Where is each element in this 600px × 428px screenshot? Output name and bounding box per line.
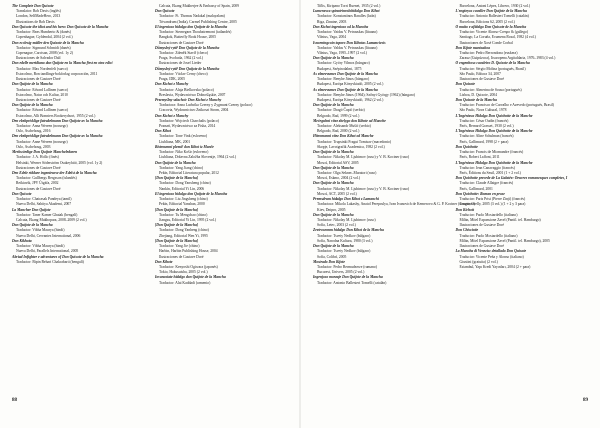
entry-title: Don Quijote de la Mancha bbox=[313, 165, 354, 170]
entry-detail: Traductor: Beas Humberto & (danés) bbox=[16, 30, 71, 35]
left-column-2 bbox=[155, 4, 292, 396]
entry-detail: Traductor: Sigmund Schmidt (danés) bbox=[16, 45, 71, 50]
left-column-1 bbox=[12, 4, 149, 396]
entry-detail: Ilustraciones de Salvador Dalí bbox=[16, 56, 61, 61]
entry-detail: Traductor: Antonio Ballesteri Tomelli (catalán) bbox=[317, 280, 387, 285]
entry-detail: Helsinki, Werner Söderström Osakeyhtiö, 2005 (vol. 1y 2) bbox=[16, 160, 103, 165]
entry-detail: São Paulo, Editora 34, 2007 bbox=[459, 71, 501, 76]
entry-detail: París, Gallimard, 2001 bbox=[459, 186, 493, 191]
entry-title: Don Quijote de la Mancha bbox=[12, 82, 53, 87]
entry-detail: París, Bernard Grasset, 1930 (2 vol.) bbox=[459, 124, 514, 129]
entry-title: Don Quijote de la Mancha bbox=[313, 56, 354, 61]
entry-detail: Budapest, Európa Könyvkiadó, 1962 (2 vol.) bbox=[317, 97, 384, 102]
entry-detail: Traductor: Valdas V. Petrauskas (lituano) bbox=[317, 45, 378, 50]
entry-detail: Oslo, Aschehoug, 2003 bbox=[16, 144, 51, 149]
entry-detail: Traductor: Vaidas V. Petrauskas (lituano) bbox=[317, 30, 378, 35]
entry-detail: Praga, Svoboda, 1962 (2 vol.) bbox=[159, 56, 204, 61]
entry-detail: Pekín, Editorial Yanshan, 2000 bbox=[159, 202, 205, 207]
entry-detail: Ilustraciones de Gustave Doré bbox=[459, 77, 505, 82]
entry-detail: Traductor: Alaja Bielkovska (polaco) bbox=[159, 87, 214, 92]
entry-title: Den Edele riddare ingenieurse der Edelst de la Mancha bbox=[12, 171, 97, 175]
entry-detail: Traductor: Kenyoshi Ogiwara (japonés) bbox=[159, 264, 218, 269]
entry-detail: Traductor: Francisco de Carvalho e Azevedo (portugués, Brasil) bbox=[459, 103, 554, 108]
left-page-number: 88 bbox=[12, 398, 17, 403]
entry-detail: Barcelona, Antoni Lépez, Librero, 1930 (2 vol.) bbox=[459, 4, 531, 8]
entry-title: [Don Quijote de la Mancha] bbox=[155, 176, 199, 181]
entry-title: Don Quichotte bbox=[455, 144, 478, 149]
entry-detail: São Paulo, Nova Cultural, 1978 bbox=[459, 108, 507, 113]
entry-title: Don Kichott bbox=[455, 207, 475, 212]
entry-title: [Don Quijote de la Mancha] bbox=[155, 238, 199, 243]
right-page-number: 89 bbox=[583, 398, 588, 403]
entry-detail: Sofía, Letec, 2003 (2 vol.) bbox=[317, 223, 356, 228]
entry-detail: Nueva Delhi, Sahitya Akademi, 2007 bbox=[16, 202, 72, 207]
entry-detail: Breslavia, Wydawnictwo Dolnośląskie, 2007 bbox=[159, 92, 226, 97]
entry-detail: Lisboa, D. Quixote, 2004 bbox=[459, 92, 497, 97]
entry-detail: París, Éditions du Seuil, 2001 (1 + 2 vol.) bbox=[459, 171, 521, 175]
entry-detail: Liubliana, MK, 2001 bbox=[159, 139, 191, 144]
entry-title: Don Quijote de la Mancha bbox=[12, 103, 53, 108]
entry-detail: Traductor: Aleksandr Mušić (serbio) bbox=[317, 124, 371, 129]
entry-detail: Sofía, Colibrí, 2005 bbox=[317, 254, 347, 259]
entry-detail: Moscú, Editorial ASV, 2005 bbox=[317, 160, 359, 165]
entry-detail: Traductor: Benyhe János (1964); Szőnyi György (1962) (húngaro) bbox=[317, 92, 416, 97]
entry-detail: Traductor: Anne Wereen (noruego) bbox=[16, 139, 68, 144]
entry-detail: Ilustraciones de Josef Lieder bbox=[159, 61, 202, 66]
entry-title: Don Quijote de la Mancha bbox=[313, 181, 354, 186]
entry-detail: Traductor: Jean Canavaggio (francés) bbox=[459, 165, 515, 170]
entry-detail: Traductor: Max Nordenfelt (sueco) bbox=[16, 66, 68, 71]
entry-detail: Liubliana, Državna Založba Slovenije, 1964 (2 vol.) bbox=[159, 155, 237, 160]
entry-detail: Traductor: Benyhe János (húngaro) bbox=[317, 77, 370, 82]
entry-title: Don Quijote de la Mancha bbox=[313, 150, 354, 155]
entry-title: The Complete Don Quixote bbox=[12, 4, 54, 8]
entry-title: [Don Quijote de la Mancha] bbox=[155, 223, 199, 228]
entry-detail: Bucarest, Univers, 2005 (2 vol.) bbox=[317, 270, 365, 275]
entry-detail: Calcuta, Ekang Mukhopara, 2008–2009 (2 vol.) bbox=[16, 217, 87, 222]
entry-detail: Traductor: Konstantinos Baralles (latín) bbox=[317, 14, 376, 19]
entry-detail: Traductor: Vicente Alonso-Crespo & (gallego) bbox=[459, 30, 529, 35]
entry-detail: Bangkok, Butterfly Book House, 2005 bbox=[159, 35, 216, 40]
entry-title: L'Ingénieux Hidalgo Don Quichotte de la Manche bbox=[455, 129, 533, 134]
entry-detail: Belgrado, Rad, 1999 (2 vol.) bbox=[317, 113, 360, 118]
entry-detail: Traductor: Antonio Ballesteri Tomelli (catalán) bbox=[459, 14, 529, 19]
entry-title: Bistroumni plemič don Kihot iz Manče bbox=[155, 144, 214, 149]
entry-detail: Traductor: César Oudin (francés) bbox=[459, 118, 509, 123]
entry-detail: Moscú, Eskmo, 2004 (2 vol.) bbox=[317, 176, 361, 181]
entry-title: L'enginyos cavaller Don Quijote de la Mancha bbox=[455, 9, 527, 14]
entry-detail: Barcelona, Edicions 62, 2005 (2 vol.) bbox=[459, 19, 515, 24]
entry-title: Hitromanni vitez Don Kihot od Manche bbox=[313, 134, 374, 139]
entry-detail: Giustini (gratuita) (2 vol.) bbox=[459, 259, 498, 264]
entry-detail: Ilustraciones de Gustave Doré bbox=[16, 97, 61, 102]
entry-detail: Kiev, Dnipro, 2005 bbox=[317, 207, 346, 212]
entry-detail: Budapest, Szépirodalmi, 1875 bbox=[317, 66, 362, 71]
entry-title: Don Quichotte: Roman en prose bbox=[455, 191, 505, 196]
entry-title: Den ebekprisklige fatrabelmann Don Quijote av la Mancha bbox=[12, 134, 103, 139]
entry-title: Merkwürdige Don Quijote Mancheledaren bbox=[12, 150, 78, 155]
entry-detail: Nankín, Editorial Yi Lin, 2006 bbox=[159, 186, 205, 191]
entry-detail: Traductor: J. A. Hollo (finés) bbox=[16, 155, 59, 160]
entry-title: As elmeevumes Don Quijote de la Mancha bbox=[313, 87, 378, 92]
entry-detail: Traductor: Gullbergs Bergsson (islandés) bbox=[16, 176, 77, 181]
entry-detail: Vilnius, Vaga, 2004 bbox=[317, 35, 347, 40]
entry-title: Don Quichotte precede de La Galatée: Oeuvres romanesques completes, I bbox=[455, 176, 568, 181]
entry-title: L'Ingénieux Hidalgo Don Quichotte de la Manche bbox=[455, 160, 533, 165]
entry-detail: Traductor: Chairasak Pandeya (tamil) bbox=[16, 197, 72, 202]
entry-detail: Traductor: Yang Jie (chino) bbox=[159, 244, 200, 249]
entry-detail: Illustrations de Rob Davis bbox=[16, 19, 55, 24]
entry-detail: Traductor: Vibha Maurya (hindi) bbox=[16, 244, 65, 249]
entry-detail: Traductor: Paris Prist (Pierre Zinji) (francés) bbox=[459, 197, 526, 202]
entry-detail: Traductor: Francis de Miomandre (francés) bbox=[459, 150, 524, 155]
entry-detail: Ilustraciones de Gustave Doré bbox=[16, 77, 61, 82]
entry-title: Don Quijote de la Mancha bbox=[313, 103, 354, 108]
entry-detail: Traductor: Bipin Behari Chakrabarti (bengalí) bbox=[16, 259, 84, 264]
entry-title: Przemyślny szlachcic Don Kichot z Manchy bbox=[155, 97, 222, 102]
entry-detail: Skopje, Lavotgrafik Academica, 1982 (2 vol.) bbox=[317, 144, 385, 149]
entry-detail: Traductor: Edvard Lallinen (sueco) bbox=[16, 108, 68, 113]
entry-detail: Traductor: Edvard Lallinen (sueco) bbox=[16, 87, 68, 92]
entry-detail: Copenague, Carcisan, 2008 (vol. 1y 2) bbox=[16, 50, 73, 55]
entry-detail: Traductor: Dong Yanheng (chino) bbox=[159, 228, 209, 233]
entry-title: El ingenioso hidalgo don Quijote de la Mancha bbox=[155, 191, 228, 196]
entry-title: Don Quixote bbox=[455, 82, 476, 87]
entry-detail: Pekín, Editorial Literatura popular, 2012 bbox=[159, 171, 219, 175]
entry-detail: Traductor: Pedro Berrondona (euskera) bbox=[459, 50, 518, 55]
entry-detail: Traductor: Sternegarn Thoubatremont (tailandés) bbox=[159, 30, 232, 35]
entry-detail: Traductor: Olga Sekner–Muratori (ruso) bbox=[317, 171, 377, 175]
entry-title: Don Quijote de la Mancha bbox=[313, 244, 354, 249]
entry-title: O engenhoso cavaleiro D. Quixote de la Mancha bbox=[455, 61, 530, 66]
entry-title: Ingenjoso morzaje Don Quijote de la Mancha bbox=[313, 275, 383, 280]
entry-detail: Tiflis, Kiripano Torri Ruenet, 1935 (2 vol.) bbox=[317, 4, 381, 8]
entry-title: Don Kijote mantxakoa bbox=[455, 45, 490, 50]
entry-detail: Traductor: Taner Kamer Ghatak (bengalí) bbox=[16, 212, 78, 217]
entry-title: Don Quijote de la Mancha bbox=[12, 223, 53, 228]
entry-detail: París, Robert Laffont, 2011 bbox=[459, 155, 500, 160]
entry-detail: Traductor: Wojciech Charchalis (polaco) bbox=[159, 118, 220, 123]
entry-detail: Santiago, La Coruña, Ecumena Rosal, 1982 (4 vol.) bbox=[459, 35, 536, 40]
entry-title: La Mancher Don Quijote bbox=[12, 207, 51, 212]
entry-detail: París, Gallimard, 1998 (2 + para) bbox=[459, 139, 509, 144]
entry-title: Don Kichot z Manchy bbox=[155, 82, 189, 87]
entry-detail: Poznań, Wydawnictwo za Fisha, 2014 bbox=[159, 124, 216, 129]
entry-detail: Traductor: Nikolay M. Ljubimov (ruso) y V. B. Kociner (ruso) bbox=[317, 186, 410, 191]
entry-detail: Ilustraciones de Xosé Conde Corbal bbox=[459, 40, 513, 45]
right-column-2 bbox=[456, 4, 593, 396]
entry-title: Don ecclesig-midler den Quixote de la Mancha bbox=[12, 40, 84, 45]
entry-detail: Oslo, Aschehoug, 2016 bbox=[16, 129, 51, 134]
entry-title: Don Kichot z Manchy bbox=[155, 113, 189, 118]
right-page-columns bbox=[313, 4, 592, 396]
entry-detail: Traductor: Tsvety Nedkov (búlgaro) bbox=[317, 249, 371, 254]
entry-title: Don edelle meridiano don Quijote en la Mancha first en otra edici bbox=[12, 61, 113, 66]
entry-detail: Traductor: Tsvety Nedkov (búlgaro) bbox=[317, 233, 371, 238]
entry-title: Isnorningcoin toporo Don Kihotas Lamanciesis bbox=[313, 40, 386, 45]
entry-detail: Traductor: Vibha Maurya (hindi) bbox=[16, 228, 65, 233]
entry-title: Zeetrowomm hidalgo Don Kihot de la Mancha bbox=[313, 228, 384, 233]
entry-title: Don Kikhota bbox=[12, 238, 32, 243]
entry-detail: Nueva Delhi, Cervantes International, 2006 bbox=[16, 233, 81, 238]
entry-detail: Praga, IDK, 2005 bbox=[159, 77, 186, 82]
entry-detail: Belgrado, Rad, 2000 (2 vol.) bbox=[317, 129, 360, 134]
entry-detail: Ilustraciones de Gustave Doré bbox=[159, 40, 204, 45]
entry-detail: Traductor: Niko Košir (esloveno) bbox=[159, 150, 209, 155]
entry-detail: Traductora: Anna Ludwika Czerny y Zygmunt Czerny (polaco) bbox=[159, 103, 253, 108]
entry-detail: Nueva Delhi, Parallels International, 2005 bbox=[16, 249, 79, 254]
entry-title: Don Quixote bbox=[12, 191, 32, 196]
entry-title: [Don Quijote de la Mancha] bbox=[155, 207, 199, 212]
entry-detail: Estocolmo, Bon tandlings-bokforlag corporación, 2011 bbox=[16, 71, 98, 76]
entry-detail: Vilnius, Vaga, 1995–1997 (2 vol.) bbox=[317, 50, 367, 55]
entry-title: Don Quixote bbox=[155, 9, 175, 14]
entry-detail: Traductor: Almerina de Sousa (portugués) bbox=[459, 87, 522, 92]
entry-detail: Traductor: Trupsinki Fragui Tomisav (macedonio) bbox=[317, 139, 392, 144]
entry-title: Premsdrum hidalgo Don Kihot z Lamanchi bbox=[313, 197, 379, 202]
entry-detail: Traductor: Paolo Mostardello (italiano) bbox=[459, 233, 518, 238]
entry-title: Důmyslný rytíř Don Quijote de la Mancha bbox=[155, 45, 220, 50]
entry-detail: London, SelfMadeHero, 2013 bbox=[16, 14, 61, 19]
entry-title: Don Quijote de la Mancha bbox=[313, 212, 354, 217]
entry-title: El ingenioso hidalgo don Quijote de la Mancha bbox=[155, 24, 228, 29]
entry-detail: Ilustraciones de Gustave Doré bbox=[459, 244, 505, 249]
entry-detail: Tanger, Orelly, 2005 (3 vol.) (1 + 2 y 3 para) bbox=[459, 202, 526, 207]
entry-detail: Traductor: Györy Vilmos (húngaro) bbox=[317, 61, 370, 66]
entry-title: Don Chisciotte bbox=[455, 228, 479, 233]
entry-detail: Traductor: Claude Allaigre (francés) bbox=[459, 181, 514, 186]
entry-detail: Sofía, Narodna Kultura, 1980 (3 vol.) bbox=[317, 238, 373, 243]
entry-detail: Ilustraciones de Gustave Doré bbox=[16, 186, 61, 191]
entry-title: Don Kihote bbox=[155, 259, 173, 264]
entry-title: L'Ingénieux Hidalgo Don Quichotte de la Manche bbox=[455, 113, 533, 118]
entry-detail: Trivandrum (India), Carmel Publishing Centre, 2005 bbox=[159, 19, 237, 24]
entry-detail: Traductor: Tone Vink (esloveno) bbox=[159, 134, 208, 139]
entry-detail: Budapest, Európa Könyvkiadó, 2005 (2 vol.) bbox=[317, 82, 384, 87]
entry-detail: Traductor: Aline Schulman (francés) bbox=[459, 134, 514, 139]
entry-detail: Traductor: Yang Jiang (chino) bbox=[159, 165, 204, 170]
entry-detail: Traductor: Dragó Čupić (serbio) bbox=[317, 108, 365, 113]
entry-detail: Riga, Zinatne, 2003 bbox=[317, 19, 347, 24]
entry-title: Don Quijote de la Mancha bbox=[155, 160, 196, 165]
entry-detail: Estocolmo, Natur och Kultur, 2010 bbox=[16, 92, 68, 97]
entry-detail: Zarauz (Guipúzcoa), Itxaropena Argitaldaria, 1976–1983 (4 vol.) bbox=[459, 56, 556, 61]
entry-detail: Milán, Mitel Expansione Zavel (Pantil. tel. Hamburgo) bbox=[459, 217, 541, 222]
entry-title: La Mancha di Venezia: detallado Don Quixote bbox=[455, 249, 527, 254]
entry-detail: Estambul, Yapı Kredi Yayınları, 2004 (2 + para) bbox=[459, 264, 531, 269]
entry-detail: Traductor: Václav Cerny (checo) bbox=[159, 71, 208, 76]
entry-detail: Traductor: Vicente Peña y Alonso (italiano) bbox=[459, 254, 524, 259]
entry-detail: Translator: Rob Davis (inglés) bbox=[16, 9, 61, 14]
entry-detail: Reikiavik, JPV Útgáfa, 2002 bbox=[16, 181, 59, 186]
entry-detail: Copenhague, Gyldendal, 2004 (2 vol.) bbox=[16, 35, 73, 40]
entry-detail: Milán, Mitel Expansione Zavel (Pantil. tel. Hamburgo), 2005 bbox=[459, 238, 550, 243]
entry-detail: Traductor: Nikolay M. Ljubimov (ruso) y V. B. Kociner (ruso) bbox=[317, 155, 410, 160]
entry-detail: Traductor: Pedro Bermudezwe (rumano) bbox=[317, 264, 377, 269]
entry-title: As elmeevumes Don Quijote de la Mancha bbox=[313, 71, 378, 76]
entry-detail: Ilustraciones de Gustave Doré bbox=[459, 223, 505, 228]
entry-detail: Traductor: Nikolay M. Ljubimov (ruso) bbox=[317, 217, 376, 222]
entry-title: Důmyslný rytíř Don Quijote de la Mancha bbox=[155, 66, 220, 71]
entry-title: Don Kichot ingenioso od la Mancha bbox=[313, 24, 369, 29]
entry-title: Don Kihot bbox=[155, 129, 171, 134]
entry-detail: Zhejiang, Editorial Wen Yi, 1995 bbox=[159, 233, 208, 238]
entry-title: Abriad Infighter e adventures of Don Quixote de la Mancha bbox=[12, 254, 104, 259]
right-page bbox=[301, 0, 600, 428]
entry-detail: Ilustraciones de Gustave Doré bbox=[159, 254, 204, 259]
entry-detail: Traductor: Paolo Mostardello (italiano) bbox=[459, 212, 518, 217]
entry-detail: Traductor: Anna Wereen (noruego) bbox=[16, 124, 68, 129]
left-page-columns bbox=[12, 4, 292, 396]
entry-detail: Moscú, ACT, 2005 (2 vol.) bbox=[317, 191, 357, 196]
entry-detail: Traductor: Sérgio Molina (portugués, Brasil) bbox=[459, 66, 526, 71]
entry-detail: Traductor: Alai Kaddadi (armenio) bbox=[159, 280, 211, 285]
entry-detail: Estocolmo, Allt Bonniers Bookerydsort, 1955 (2 vol.) bbox=[16, 113, 96, 118]
entry-title: Lumenesca spinotrinrolohidalgo Don Kihot bbox=[313, 9, 380, 14]
entry-detail: Traductor: Tu Mengchao (chino) bbox=[159, 212, 208, 217]
entry-title: Mećeguhni vitez zhelygo don Kihote od Manche bbox=[313, 118, 386, 123]
entry-detail: Ilustraciones de Gustave Doré bbox=[16, 165, 61, 170]
entry-detail: Traductor: Dong Yanxheng (chino) bbox=[159, 181, 211, 186]
entry-detail: Cracovia, Wydawnictwo Znikoszt Strom, 2004 bbox=[159, 108, 229, 113]
entry-detail: Traductor: Liu Jingsheng (chino) bbox=[159, 197, 208, 202]
entry-title: Don Quixote the idiot and his hero: Don Quixote de la Mancha bbox=[12, 24, 109, 29]
entry-detail: Calcuta, Ekang Mukherjee & Embassy of Spain, 2009 bbox=[159, 4, 239, 8]
entry-detail: Jiangsu, Editorial Yi Lin, 1995 (2 vol.) bbox=[159, 217, 217, 222]
entry-title: O muito e afidalgo Don Quixote de la Mancha bbox=[455, 24, 527, 29]
entry-title: Don Quixote de la Mancha bbox=[455, 97, 497, 102]
entry-title: Iovanosiate hidalgo don Quijote de la Mancha bbox=[155, 275, 226, 280]
entry-detail: Harbin, Harbin Publishing House, 2004 bbox=[159, 249, 218, 254]
entry-title: Mostrado Don Kijote bbox=[313, 259, 345, 264]
entry-detail: Traductor: Ft. Thomas Nadakal (malayalam) bbox=[159, 14, 225, 19]
entry-title: Den ebekprisklige fatrabelmann Don Quijote av la Mancha bbox=[12, 118, 103, 123]
entry-detail: Tokio, Hakusuisha, 2005 (2 vol.) bbox=[159, 270, 208, 275]
entry-detail: Traductora: Mikola Lukashy, Anatol Pereprulya, Ivan Ivanovich de Kemerovo & G. P. Kociner (ucraniano) bbox=[317, 202, 476, 207]
entry-detail: Traductor: Zdeněk Stavíř (checo) bbox=[159, 50, 209, 55]
